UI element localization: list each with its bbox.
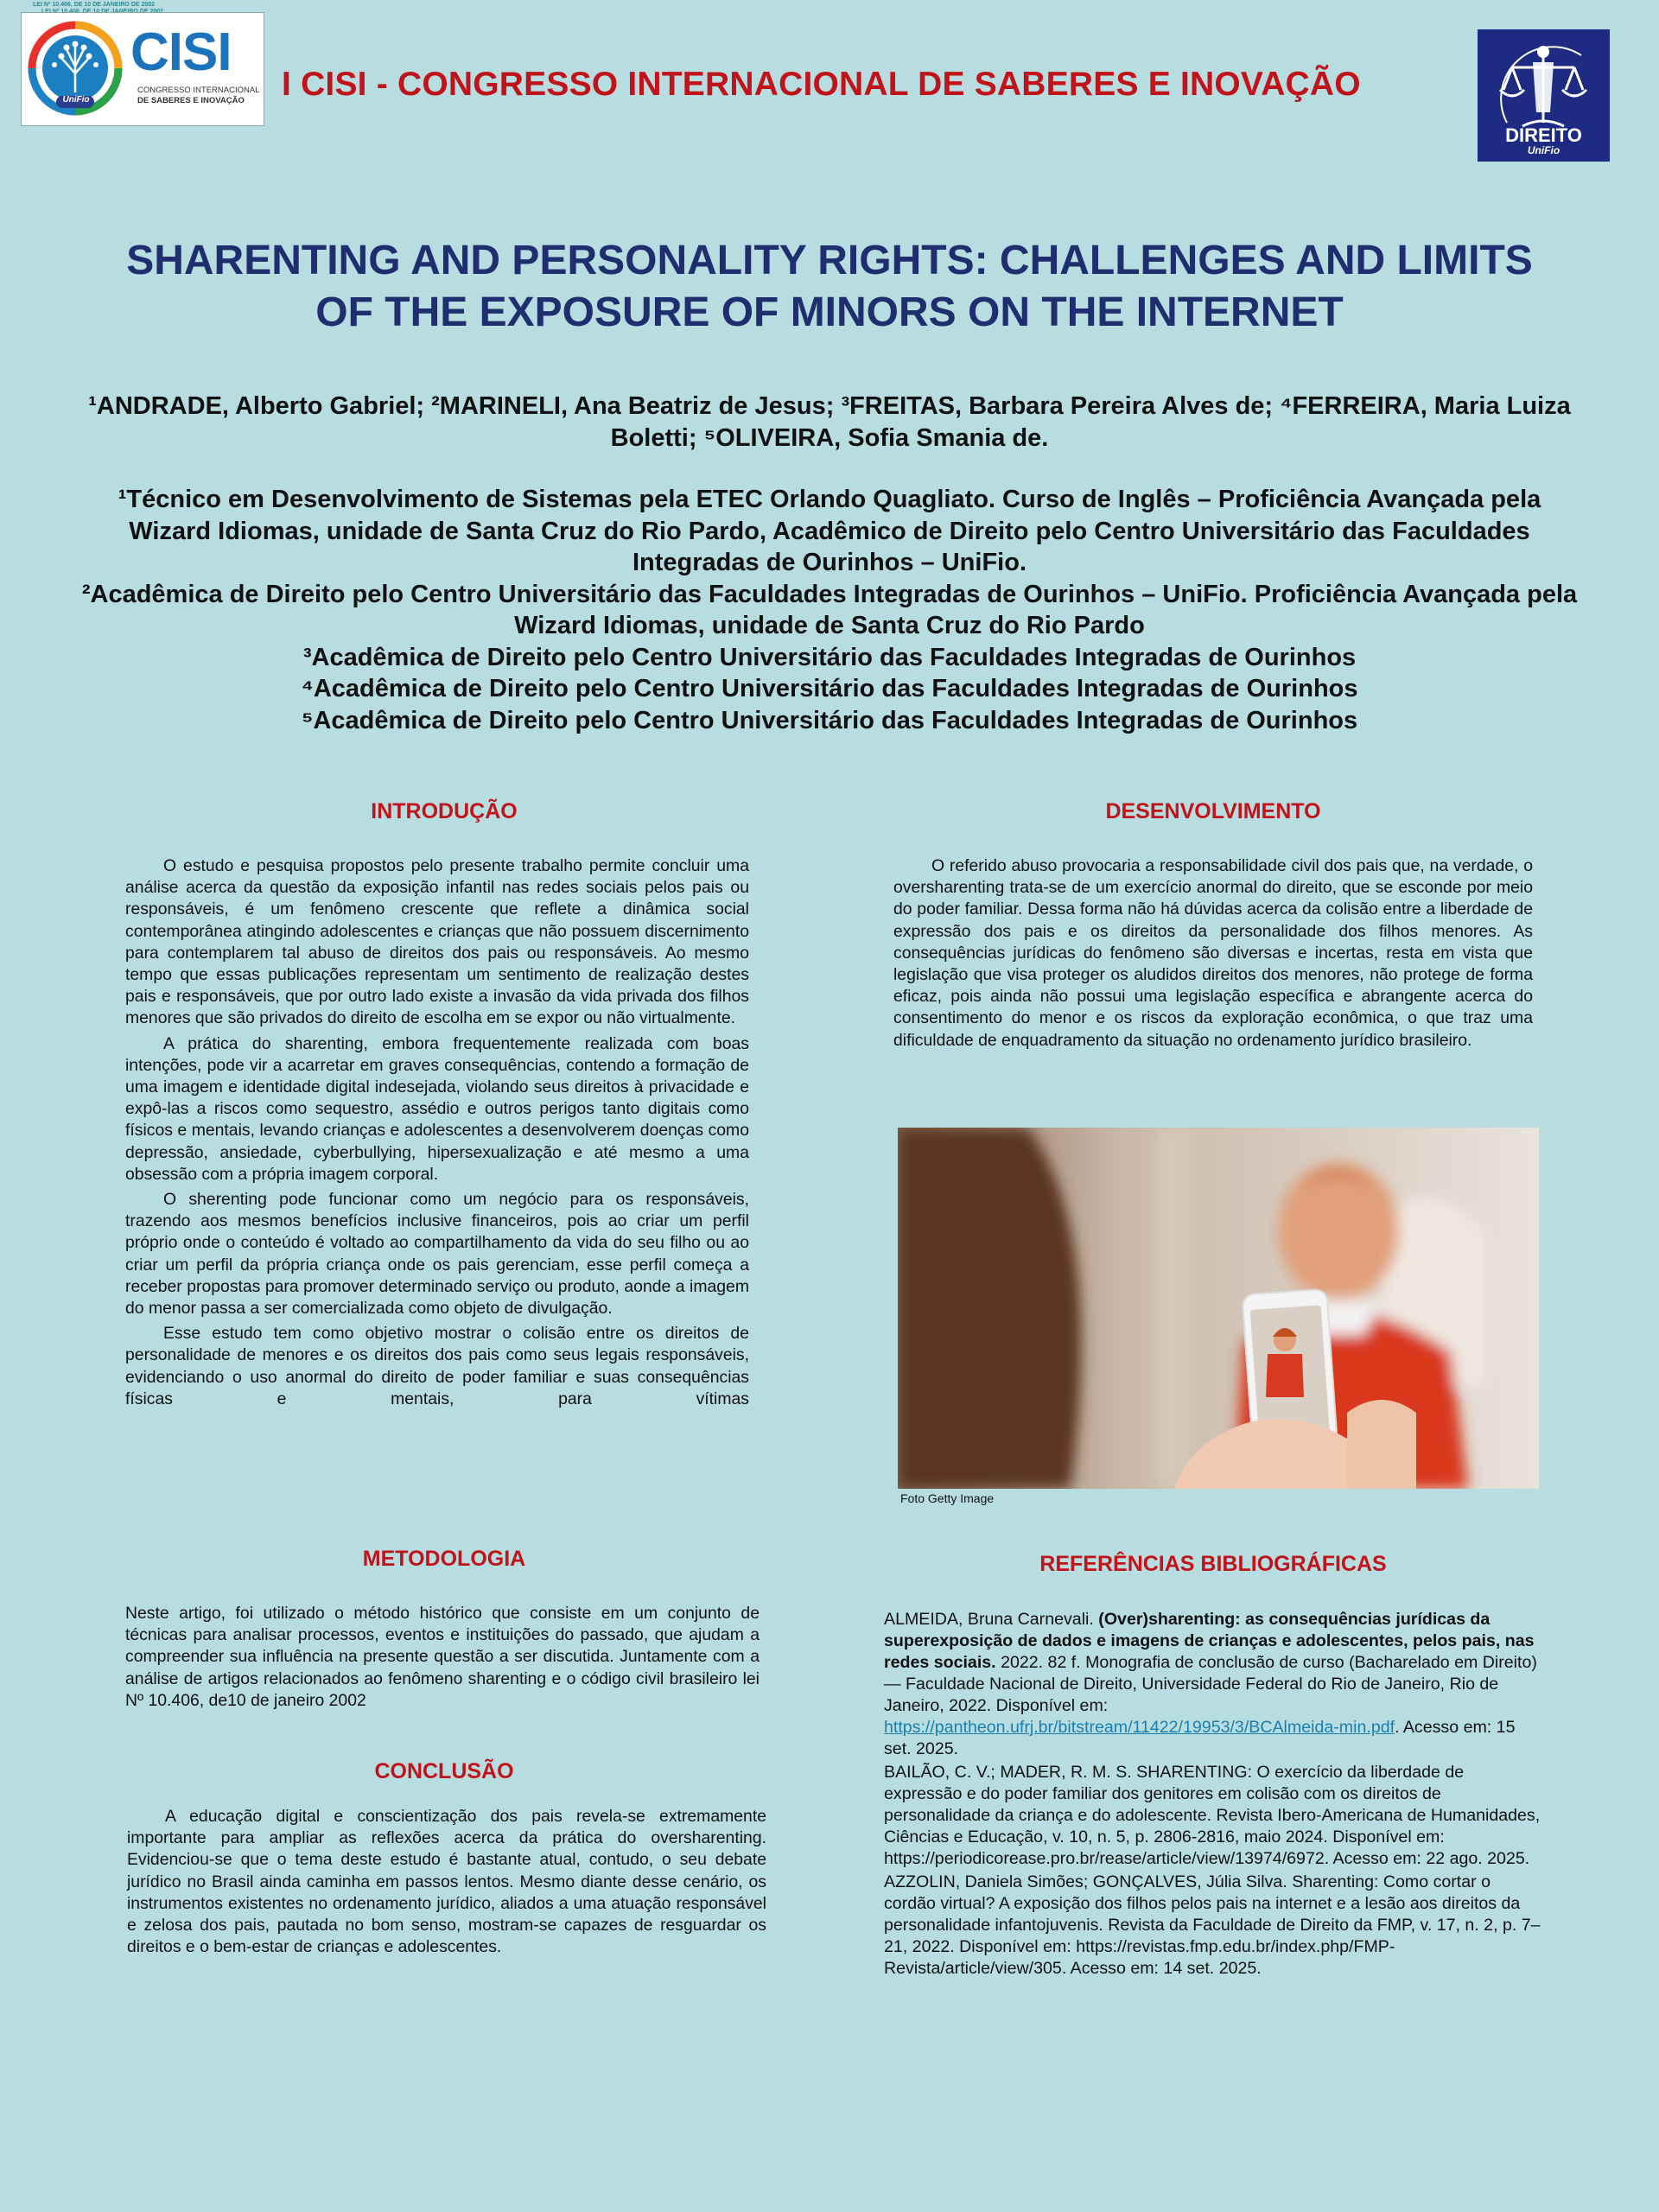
reference-item: AZZOLIN, Daniela Simões; GONÇALVES, Júlia Silva. Sharenting: Como cortar o cordão virtual? A exposição dos filhos pelos pais na internet e a lesão aos direitos da personalidade infantojuvenis. Revista da Faculdade de Direito da FMP, v. 17, n. 2, p. 7–21, 2022. Disponível em: https://revistas.fmp.edu.br/index.php/FMP-Revista/article/view/305. Acesso em: 14 set. 2025.	[884, 1872, 1541, 1978]
paragraph: Neste artigo, foi utilizado o método histórico que consiste em um conjunto de técnicas para analisar processos, eventos e instituições do passado, que ajudam a compreender sua influência na presente questão a ser discutida. Juntamente com a análise de artigos relacionados ao fenômeno sharenting e o código civil brasileiro lei Nº 10.406, de10 de janeiro 2002	[125, 1604, 760, 1710]
cisi-logo-text: CISI	[130, 22, 232, 82]
direito-logo	[1478, 29, 1610, 162]
event-title: I CISI - CONGRESSO INTERNACIONAL DE SABERES E INOVAÇÃO	[282, 66, 1361, 103]
affiliations	[78, 484, 1581, 736]
dev-body	[893, 855, 1533, 1055]
ref-link[interactable]: https://pantheon.ufrj.br/bitstream/11422/19953/3/BCAlmeida-min.pdf	[884, 1718, 1395, 1737]
title-line: SHARENTING AND PERSONALITY RIGHTS: CHALLENGES AND LIMITS	[126, 238, 1533, 283]
method-body	[125, 1603, 760, 1715]
authors: ¹ANDRADE, Alberto Gabriel; ²MARINELI, Ana Beatriz de Jesus; ³FREITAS, Barbara Pereira Alves de; ⁴FERREIRA, Maria Luiza Boletti; ⁵OLIVEIRA, Sofia Smania de.	[88, 392, 1571, 452]
paragraph: Esse estudo tem como objetivo mostrar o colisão entre os direitos de personalidade de menores e os direitos dos pais como seus legais responsáveis, evidenciando o uso anormal do direito de poder familiar e suas consequências físicas e mentais, para vítimas	[125, 1324, 749, 1408]
ref-detail: 2022. 82 f. Monografia de conclusão de curso (Bacharelado em Direito) — Faculdade Nacional de Direito, Universidade Federal do Rio de Janeiro, Rio de Janeiro, 2022. Disponível em:	[884, 1653, 1537, 1715]
ref-access: . Acesso em: 15 set. 2025.	[884, 1718, 1516, 1758]
child-photo-icon	[898, 1128, 1539, 1489]
affiliation: ⁵Acadêmica de Direito pelo Centro Universitário das Faculdades Integradas de Ourinhos	[301, 706, 1358, 734]
affiliation: ⁴Acadêmica de Direito pelo Centro Universitário das Faculdades Integradas de Ourinhos	[301, 675, 1358, 702]
affiliation: ²Acadêmica de Direito pelo Centro Universitário das Faculdades Integradas de Ourinhos – UniFio. Proficiência Avançada pela Wizard Idiomas, unidade de Santa Cruz do Rio Pardo	[81, 580, 1578, 639]
method-heading: METODOLOGIA	[362, 1547, 526, 1571]
references	[884, 1609, 1542, 1981]
poster-title	[52, 235, 1607, 339]
paragraph: O referido abuso provocaria a responsabilidade civil dos pais que, na verdade, o oversharenting trata-se de um exercício anormal do direito, que se esconde por meio do poder familiar. Dessa forma não há dúvidas acerca da colisão entre a liberdade de expressão dos pais e os direitos da personalidade dos filhos menores. As consequências jurídicas do fenômeno são diversas e incertas, resta em vista que legislação que visa proteger os aludidos direitos dos menores, não protege de forma eficaz, pois ainda não possui uma legislação específica e abrangente acerca do consentimento do menor e os riscos da exploração econômica, o que traz uma dificuldade de enquadramento da situação no ordenamento jurídico brasileiro.	[893, 856, 1533, 1050]
cisi-brand: UniFio	[62, 95, 90, 105]
intro-heading: INTRODUÇÃO	[371, 799, 518, 823]
paragraph: A educação digital e conscientização dos pais revela-se extremamente importante para ampliar as reflexões acerca da prática do oversharenting. Evidenciou-se que o tema deste estudo é bastante atual, contudo, o seu debate jurídico no Brasil ainda caminha em passos lentos. Mesmo diante desse cenário, os instrumentos existentes no ordenamento jurídico, aliados a uma atuação responsável e zelosa dos pais, pautada no bom senso, mostram-se capazes de resguardar os direitos e o bem-estar de crianças e adolescentes.	[127, 1807, 766, 1957]
cisi-logo-line1: CONGRESSO INTERNACIONAL	[137, 86, 260, 95]
dev-heading: DESENVOLVIMENTO	[1105, 799, 1321, 823]
cisi-logo-line2: DE SABERES E INOVAÇÃO	[137, 96, 245, 105]
conclusion-body	[127, 1806, 766, 1961]
photo-credit: Foto Getty Image	[900, 1491, 995, 1505]
direito-label: DIREITO	[1505, 124, 1582, 146]
reference-item	[884, 1609, 1542, 1760]
ref-title: (Over)sharenting: as consequências jurídicas da superexposição de dados e imagens de crianças e adolescentes, pelos pais, nas redes sociais.	[884, 1610, 1535, 1672]
affiliation: ³Acadêmica de Direito pelo Centro Universitário das Faculdades Integradas de Ourinhos	[302, 643, 1357, 671]
title-line: OF THE EXPOSURE OF MINORS ON THE INTERNET	[315, 289, 1344, 335]
paragraph: A prática do sharenting, embora frequentemente realizada com boas intenções, pode vir a acarretar em graves consequências, contendo a formação de uma imagem e identidade digital indesejada, violando seus direitos à privacidade e expô-las a riscos como sequestro, assédio e outros perigos tanto digitais como físicos e mentais, levando crianças e adolescentes a desenvolverem doenças como depressão, ansiedade, cyberbullying, hipersexualização e até mesmo a uma obsessão com a própria imagem corporal.	[125, 1033, 749, 1184]
ref-author: ALMEIDA, Bruna Carnevali.	[884, 1610, 1099, 1629]
cisi-logo	[21, 12, 264, 126]
paragraph: O sherenting pode funcionar como um negócio para os responsáveis, trazendo aos mesmos benefícios inclusive financeiros, pois ao criar um perfil próprio onde o conteúdo é voltado ao compartilhamento da vida do seu filho ou ao criar um perfil da própria criança onde os pais gerenciam, esse perfil começa a receber propostas para promover determinado serviço ou produto, aonde a imagem do menor passa a ser comercializada como objeto de divulgação.	[125, 1190, 749, 1319]
direito-brand: UniFio	[1527, 144, 1560, 156]
conclusion-heading: CONCLUSÃO	[374, 1759, 514, 1783]
photo	[898, 1128, 1539, 1489]
reference-item: BAILÃO, C. V.; MADER, R. M. S. SHARENTING: O exercício da liberdade de expressão e do poder familiar dos genitores em colisão com os direitos de personalidade da criança e do adolescente. Revista Ibero-Americana de Humanidades, Ciências e Educação, v. 10, n. 5, p. 2806-2816, maio 2024. Disponível em: https://periodicorease.pro.br/rease/article/view/13974/6972. Acesso em: 22 ago. 2025.	[884, 1763, 1541, 1868]
paragraph: O estudo e pesquisa propostos pelo presente trabalho permite concluir uma análise acerca da questão da exposição infantil nas redes sociais pelos pais ou responsáveis, é um fenômeno crescente que reflete a dinâmica social contemporânea atingindo adolescentes e crianças que não possuem discernimento para contemplarem tal abuso de direitos dos pais ou responsáveis. Ao mesmo tempo que essas publicações representam um sentimento de realização destes pais e responsáveis, que por outro lado existe a invasão da vida privada dos filhos menores que são privados do direito de escolha em se expor ou não virtualmente.	[125, 856, 749, 1028]
affiliation: ¹Técnico em Desenvolvimento de Sistemas pela ETEC Orlando Quagliato. Curso de Inglês – Proficiência Avançada pela Wizard Idiomas, unidade de Santa Cruz do Rio Pardo, Acadêmico de Direito pelo Centro Universitário das Faculdades Integradas de Ourinhos – UniFio.	[118, 486, 1541, 576]
note-line: LEI Nº 10.406, DE 10 DE JANEIRO DE 2002	[33, 2, 156, 8]
references-heading: REFERÊNCIAS BIBLIOGRÁFICAS	[1039, 1552, 1387, 1576]
intro-body	[125, 855, 749, 1414]
